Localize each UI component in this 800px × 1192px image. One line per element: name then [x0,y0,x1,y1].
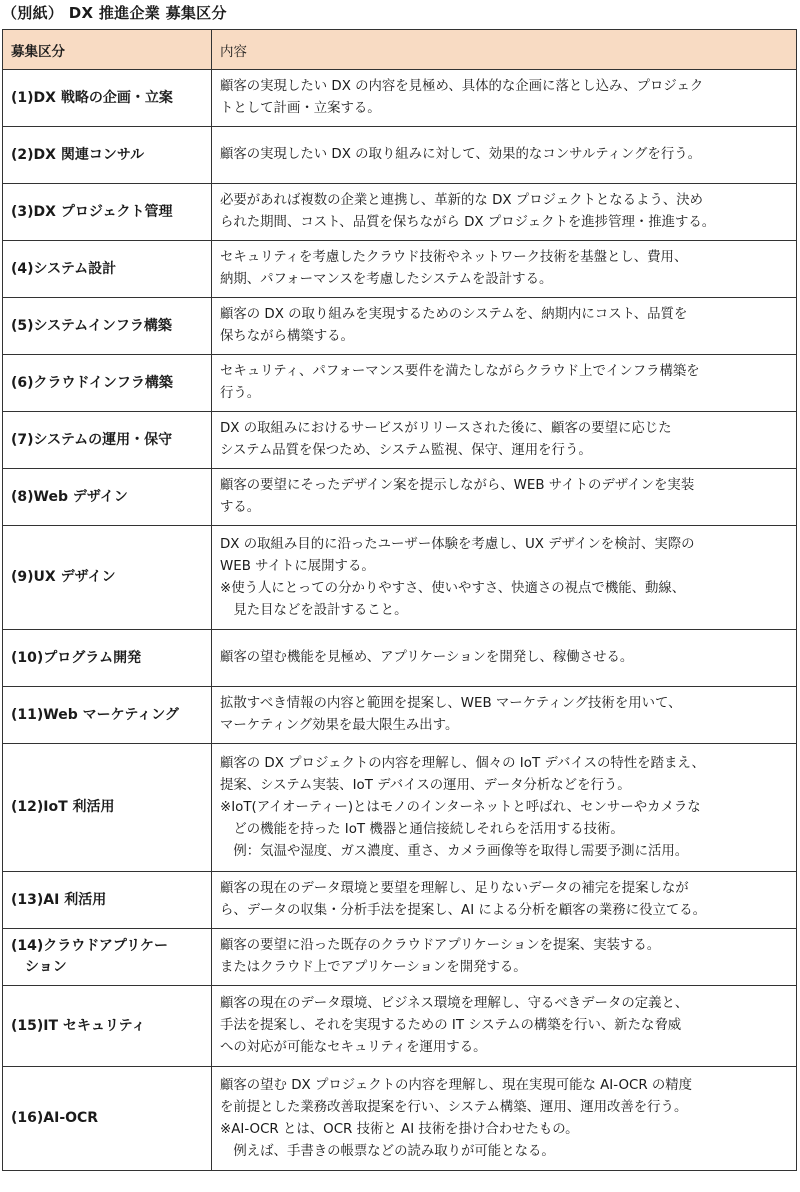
row-category: (7)システムの運用・保守 [3,412,212,469]
table-row [3,469,797,526]
table-row [3,872,797,929]
table-row [3,744,797,872]
row-content: 顧客の要望に沿った既存のクラウドアプリケーションを提案、実装する。 またはクラウド上でアプリケーションを開発する。 [212,929,797,986]
row-category: (10)プログラム開発 [3,630,212,687]
row-category: (5)システムインフラ構築 [3,298,212,355]
table-row [3,687,797,744]
row-content: 顧客の DX の取り組みを実現するためのシステムを、納期内にコスト、品質を 保ちながら構築する。 [212,298,797,355]
table-row [3,526,797,630]
row-content: 拡散すべき情報の内容と範囲を提案し、WEB マーケティング技術を用いて、 マーケティング効果を最大限生み出す。 [212,687,797,744]
table-row [3,630,797,687]
recruitment-category-table [2,29,797,1171]
row-content: DX の取組み目的に沿ったユーザー体験を考慮し、UX デザインを検討、実際の WEB サイトに展開する。 ※使う人にとっての分かりやすさ、使いやすさ、快適さの視点で機能、動線、 見た目などを設計すること。 [212,526,797,630]
row-category: (11)Web マーケティング [3,687,212,744]
table-row [3,355,797,412]
table-row [3,986,797,1067]
row-category: (9)UX デザイン [3,526,212,630]
table-row [3,70,797,127]
row-content: 顧客の DX プロジェクトの内容を理解し、個々の IoT デバイスの特性を踏まえ、 提案、システム実装、IoT デバイスの運用、データ分析などを行う。 ※IoT(アイオーティー)とはモノのインターネットと呼ばれ、センサーやカメラな どの機能を持った IoT 機器と通信接続しそれらを活用する技術。 例：気温や湿度、ガス濃度、重さ、カメラ画像等を取得し需要予測に活用。 [212,744,797,872]
row-category: (16)AI-OCR [3,1067,212,1171]
header-category: 募集区分 [3,30,212,70]
row-category: (3)DX プロジェクト管理 [3,184,212,241]
table-row [3,929,797,986]
row-category: (15)IT セキュリティ [3,986,212,1067]
page-title: （別紙） DX 推進企業 募集区分 [2,4,227,22]
row-category: (2)DX 関連コンサル [3,127,212,184]
row-category: (8)Web デザイン [3,469,212,526]
table-row [3,298,797,355]
row-content: セキュリティ、パフォーマンス要件を満たしながらクラウド上でインフラ構築を 行う。 [212,355,797,412]
table-row [3,412,797,469]
row-content: 顧客の実現したい DX の取り組みに対して、効果的なコンサルティングを行う。 [212,127,797,184]
row-category: (6)クラウドインフラ構築 [3,355,212,412]
header-content: 内容 [212,30,797,70]
row-content: 顧客の望む機能を見極め、アプリケーションを開発し、稼働させる。 [212,630,797,687]
table-row [3,1067,797,1171]
row-category: (1)DX 戦略の企画・立案 [3,70,212,127]
table-row [3,184,797,241]
row-content: 顧客の要望にそったデザイン案を提示しながら、WEB サイトのデザインを実装 する。 [212,469,797,526]
row-content: 顧客の実現したい DX の内容を見極め、具体的な企画に落とし込み、プロジェク トとして計画・立案する。 [212,70,797,127]
row-category: (12)IoT 利活用 [3,744,212,872]
row-content: 顧客の現在のデータ環境、ビジネス環境を理解し、守るべきデータの定義と、 手法を提案し、それを実現するための IT システムの構築を行い、新たな脅威 への対応が可能なセキュリティを運用する。 [212,986,797,1067]
table-row [3,241,797,298]
row-content: 顧客の望む DX プロジェクトの内容を理解し、現在実現可能な AI-OCR の精度 を前提とした業務改善取提案を行い、システム構築、運用、運用改善を行う。 ※AI-OCR とは、OCR 技術と AI 技術を掛け合わせたもの。 例えば、手書きの帳票などの読み取りが可能となる。 [212,1067,797,1171]
row-content: セキュリティを考慮したクラウド技術やネットワーク技術を基盤とし、費用、 納期、パフォーマンスを考慮したシステムを設計する。 [212,241,797,298]
row-category: (14)クラウドアプリケー ション [3,929,212,986]
table-header-row [3,30,797,70]
row-category: (13)AI 利活用 [3,872,212,929]
row-content: DX の取組みにおけるサービスがリリースされた後に、顧客の要望に応じた システム品質を保つため、システム監視、保守、運用を行う。 [212,412,797,469]
table-row [3,127,797,184]
row-content: 必要があれば複数の企業と連携し、革新的な DX プロジェクトとなるよう、決め られた期間、コスト、品質を保ちながら DX プロジェクトを進捗管理・推進する。 [212,184,797,241]
row-content: 顧客の現在のデータ環境と要望を理解し、足りないデータの補完を提案しなが ら、データの収集・分析手法を提案し、AI による分析を顧客の業務に役立てる。 [212,872,797,929]
row-category: (4)システム設計 [3,241,212,298]
